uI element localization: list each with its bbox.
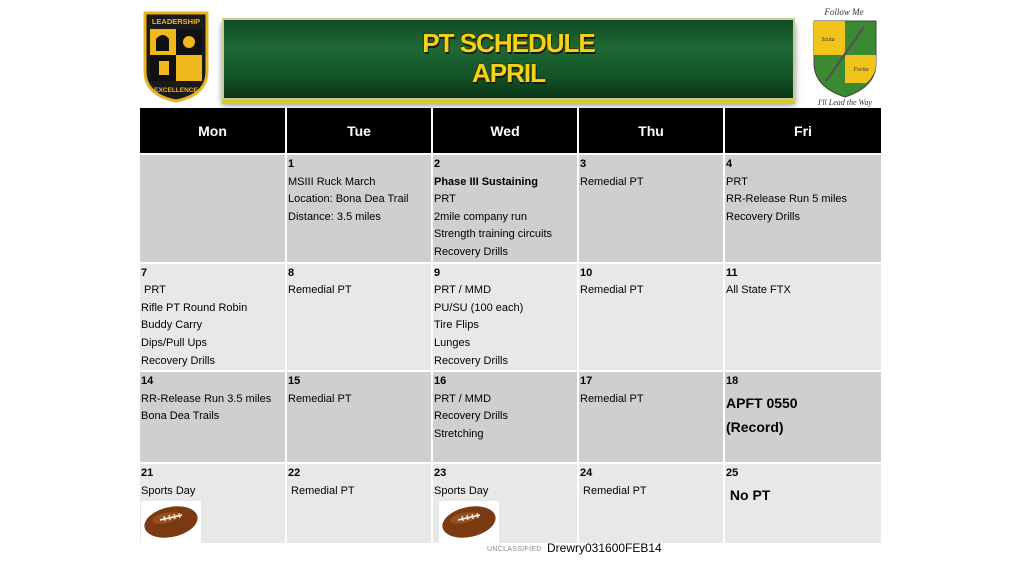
activity-text: PRT: [141, 284, 166, 297]
activity-text: Rifle PT Round Robin: [141, 301, 248, 314]
activity-text: Recovery Drills: [434, 410, 508, 423]
week-row: [140, 371, 881, 463]
activity-text: Strength training circuits: [434, 228, 552, 241]
activity-text: Dips/Pull Ups: [141, 336, 208, 349]
activity-text: Lunges: [434, 336, 471, 349]
football-icon: [141, 501, 201, 543]
day-number: 8: [288, 266, 295, 279]
day-number: 15: [288, 375, 301, 388]
activity-text: Remedial PT: [580, 484, 647, 497]
schedule-calendar: [140, 108, 881, 545]
day-cell: [140, 463, 286, 544]
activity-text: Remedial PT: [580, 392, 644, 405]
day-cell: [432, 154, 578, 263]
activity-text: Remedial PT: [288, 484, 355, 497]
day-number: 7: [141, 266, 148, 279]
day-number: 17: [580, 375, 593, 388]
activity-text: Recovery Drills: [434, 354, 508, 367]
no-pt-text: No PT: [726, 486, 771, 503]
crest-shield-left-text: Scuta: [821, 37, 835, 43]
activity-text: RR-Release Run 5 miles: [726, 193, 848, 206]
activity-text: Buddy Carry: [141, 319, 203, 332]
activity-heading: Phase III Sustaining: [434, 175, 538, 188]
activity-text: PRT / MMD: [434, 392, 492, 405]
activity-text: MSIII Ruck March: [288, 175, 376, 188]
day-cell: [432, 371, 578, 463]
header-fri: Fri: [724, 108, 881, 154]
classification-marking: UNCLASSIFIED: [487, 546, 542, 553]
activity-text: Recovery Drills: [726, 210, 800, 223]
apft-event-text: APFT 0550: [726, 394, 798, 411]
crest-bottom-text: I'll Lead the Way: [817, 98, 873, 107]
day-cell: [286, 371, 432, 463]
activity-text: 2mile company run: [434, 210, 527, 223]
day-number: 25: [726, 467, 739, 480]
activity-text: Bona Dea Trails: [141, 410, 220, 423]
activity-text: Location: Bona Dea Trail: [288, 193, 409, 206]
logo-top-text: LEADERSHIP: [151, 17, 201, 26]
activity-text: PRT / MMD: [434, 284, 492, 297]
football-icon: [439, 501, 499, 543]
activity-text: Tire Flips: [434, 319, 479, 332]
day-cell: [432, 263, 578, 372]
day-cell-empty: [140, 154, 286, 263]
day-cell: [578, 154, 724, 263]
activity-text: PRT: [434, 193, 456, 206]
activity-text: Remedial PT: [288, 284, 352, 297]
day-number: 23: [434, 467, 447, 480]
day-number: 3: [580, 158, 587, 170]
day-cell: [724, 371, 881, 463]
day-number: 1: [288, 158, 295, 170]
follow-me-crest-logo: [806, 5, 884, 109]
day-cell: [724, 463, 881, 544]
activity-text: Remedial PT: [288, 392, 352, 405]
activity-text: Remedial PT: [580, 284, 644, 297]
week-row: [140, 263, 881, 372]
header-tue: Tue: [286, 108, 432, 154]
day-number: 16: [434, 375, 447, 388]
crest-top-text: Follow Me: [824, 7, 864, 17]
day-cell: [286, 263, 432, 372]
day-number: 4: [726, 158, 733, 170]
activity-text: PRT: [726, 175, 748, 188]
calendar-header-row: [140, 108, 881, 154]
leadership-excellence-logo: [141, 9, 211, 104]
day-number: 14: [141, 375, 154, 388]
day-number: 11: [726, 266, 738, 279]
day-cell: [724, 263, 881, 372]
day-number: 24: [580, 467, 593, 480]
apft-record-text: (Record): [726, 418, 784, 435]
activity-text: Recovery Drills: [434, 245, 508, 258]
activity-text: RR-Release Run 3.5 miles: [141, 392, 272, 405]
day-cell: [140, 371, 286, 463]
day-number: 9: [434, 266, 441, 279]
banner-month: APRIL: [472, 58, 545, 88]
day-cell: [724, 154, 881, 263]
activity-text: Sports Day: [434, 484, 489, 497]
day-cell: [286, 154, 432, 263]
day-cell: [578, 263, 724, 372]
header-wed: Wed: [432, 108, 578, 154]
week-row: [140, 463, 881, 544]
day-number: 10: [580, 266, 593, 279]
activity-text: Stretching: [434, 427, 484, 440]
day-number: 18: [726, 375, 739, 388]
logo-bottom-text: EXCELLENCE: [154, 87, 198, 94]
header-mon: Mon: [140, 108, 286, 154]
day-number: 21: [141, 467, 154, 480]
title-banner: [222, 18, 795, 100]
header-thu: Thu: [578, 108, 724, 154]
banner-title: PT SCHEDULE: [422, 28, 595, 58]
week-row: [140, 154, 881, 263]
day-cell: [578, 371, 724, 463]
day-number: 22: [288, 467, 301, 480]
activity-text: PU/SU (100 each): [434, 301, 524, 314]
activity-text: Sports Day: [141, 484, 196, 497]
activity-text: Recovery Drills: [141, 354, 215, 367]
activity-text: Distance: 3.5 miles: [288, 210, 381, 223]
day-cell: [140, 263, 286, 372]
activity-text: All State FTX: [726, 284, 791, 297]
day-number: 2: [434, 158, 441, 170]
crest-shield-right-text: Fortia: [853, 67, 869, 73]
activity-text: Remedial PT: [580, 175, 644, 188]
day-cell: [286, 463, 432, 544]
document-id: Drewry031600FEB14: [547, 541, 662, 555]
day-cell: [432, 463, 578, 544]
day-cell: [578, 463, 724, 544]
